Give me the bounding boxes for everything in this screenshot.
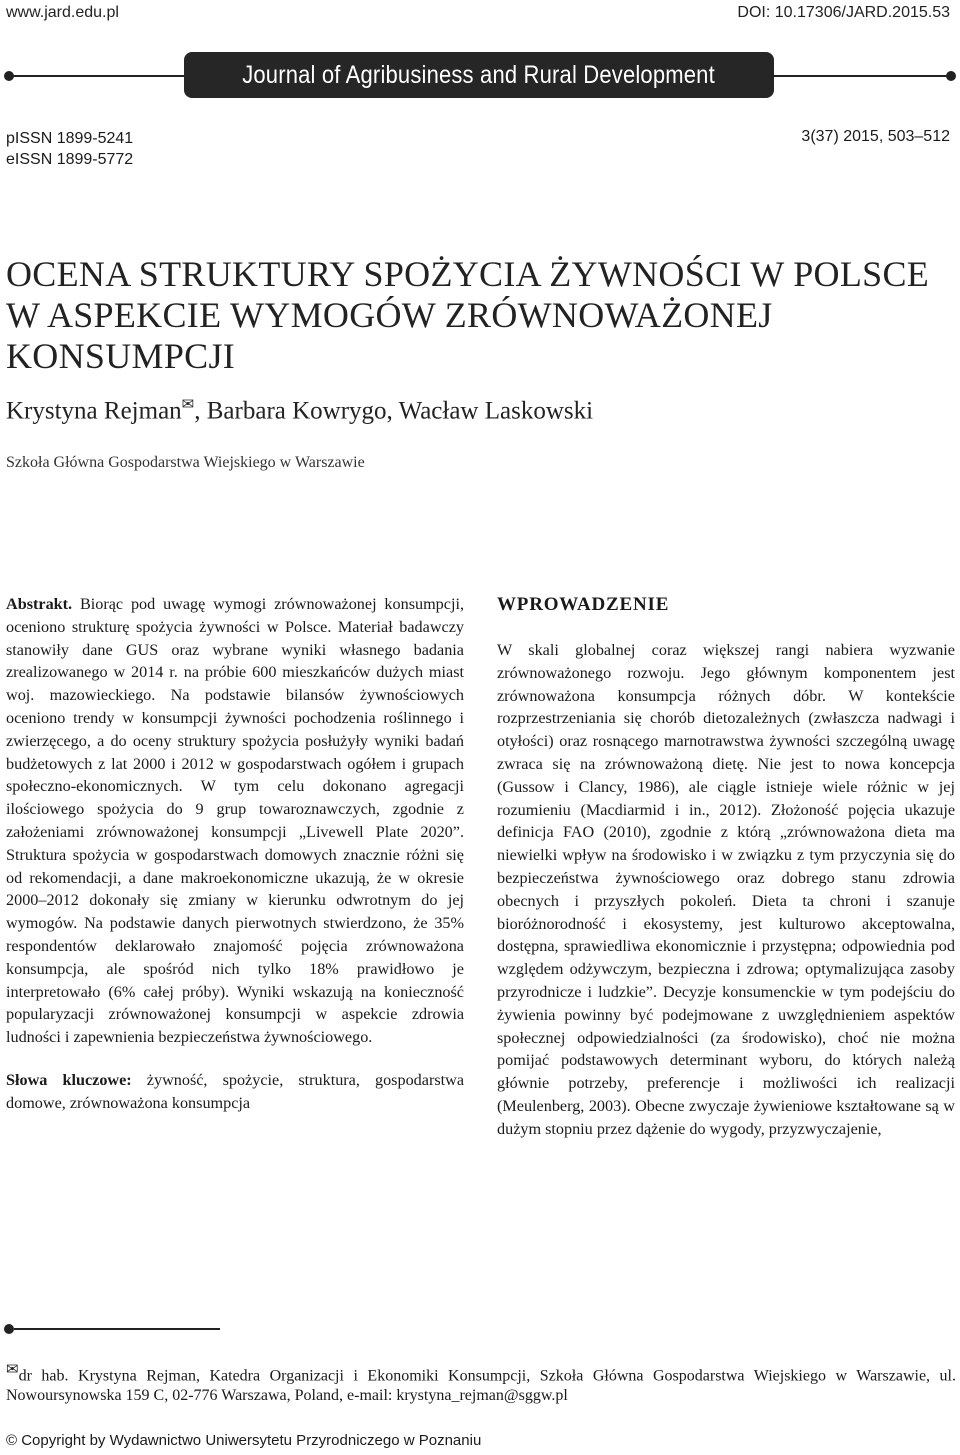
title-line-3: KONSUMPCJI — [6, 336, 236, 376]
footnote — [6, 1360, 956, 1406]
keywords-text: żywność, spożycie, struktura, gospodarstwa domowe, zrównoważona konsumpcja — [6, 1070, 465, 1112]
intro-column — [497, 593, 955, 1141]
pissn: pISSN 1899-5241 — [6, 130, 134, 147]
banner-left-rule — [10, 75, 186, 77]
abstract-text: Biorąc pod uwagę wymogi zrównoważonej konsumpcji, oceniono strukturę spożycia żywności w Polsce. Materiał badawczy stanowiły dane GUS oraz wybrane wyniki własnego badania zrealizowanego w 2014 r. na próbie 600 mieszkańców dużych miast woj. mazowieckiego. Na podstawie bilansów żywnościowych oceniono trendy w konsumpcji żywności pochodzenia roślinnego i zwierzęcego, a do oceny struktury spożycia posłużyły wyniki badań budżetowych z lat 2000 i 2012 w gospodarstwach ogółem i grupach społeczno-ekonomicznych. W tym celu dokonano agregacji ilościowego spożycia do 9 grup towaroznawczych, zgodnie z założeniami zrównoważonej konsumpcji „Livewell Plate 2020”. Struktura spożycia w gospodarstwach domowych znacznie różni się od rekomendacji, a dane makroekonomiczne ukazują, że w okresie 2000–2012 dokonały się zmiany w kierunku odwrotnym do jej wymogów. Na podstawie danych pierwotnych stwierdzono, że 35% respondentów deklarowało znajomość pojęcia zrównoważona konsumpcja, ale spośród nich tylko 18% prawidłowo je interpretowało (6% całej próby). Wyniki wskazują na konieczność popularyzacji zrównoważonej konsumpcji w aspekcie zdrowia ludności i zapewnienia bezpieczeństwa żywnościowego. — [6, 595, 464, 1047]
footnote-text: dr hab. Krystyna Rejman, Katedra Organizacji i Ekonomiki Konsumpcji, Szkoła Główna Gospodarstwa Wiejskiego w Warszawie, ul. Nowoursynowska 159 C, 02-776 Warszawa, Poland, e-mail: krystyna_rejman@sggw.pl — [6, 1367, 956, 1405]
article-title — [6, 254, 946, 377]
author-primary: Krystyna Rejman — [6, 397, 182, 425]
abstract-label: Abstrakt. — [6, 595, 73, 613]
affiliation: Szkoła Główna Gospodarstwa Wiejskiego w Warszawie — [6, 454, 365, 471]
authors-rest: , Barbara Kowrygo, Wacław Laskowski — [194, 397, 594, 425]
keywords-label: Słowa kluczowe: — [6, 1070, 132, 1089]
abstract-column — [6, 593, 464, 1115]
doi: DOI: 10.17306/JARD.2015.53 — [737, 4, 950, 21]
keywords-paragraph — [6, 1069, 464, 1115]
journal-name: Journal of Agribusiness and Rural Development — [242, 60, 716, 89]
envelope-icon[interactable]: ✉ — [181, 397, 195, 413]
title-line-2: W ASPEKCIE WYMOGÓW ZRÓWNOWAŻONEJ — [6, 295, 773, 335]
copyright: © Copyright by Wydawnictwo Uniwersytetu Przyrodniczego w Poznaniu — [6, 1432, 482, 1449]
issue-info: 3(37) 2015, 503–512 — [801, 128, 950, 145]
banner-right-rule — [772, 75, 950, 77]
abstract-paragraph — [6, 593, 464, 1049]
eissn: eISSN 1899-5772 — [6, 151, 134, 168]
envelope-icon-footnote: ✉ — [6, 1362, 19, 1378]
issn-block — [6, 128, 133, 170]
banner-right-dot — [946, 71, 956, 81]
footnote-rule — [14, 1328, 220, 1330]
intro-heading: WPROWADZENIE — [497, 594, 670, 615]
journal-banner — [184, 52, 774, 98]
journal-url[interactable]: www.jard.edu.pl — [6, 4, 119, 21]
title-line-1: OCENA STRUKTURY SPOŻYCIA ŻYWNOŚCI W POLSCE — [6, 254, 930, 294]
intro-text: W skali globalnej coraz większej rangi nabiera wyzwanie zrównoważonego rozwoju. Jego głównym komponentem jest zrównoważona konsumpcja różnych dóbr. W kontekście rozprzestrzeniania się chorób dietozależnych (zwłaszcza nadwagi i otyłości) oraz rosnącego marnotrawstwa żywności szczególną uwagę zwraca się na zrównoważoną dietę. Nie jest to nowa koncepcja (Gussow i Clancy, 1986), ale ciągle istnieje wiele różnic w jej rozumieniu (Macdiarmid i in., 2012). Złożoność pojęcia ukazuje definicja FAO (2010), zgodnie z którą „zrównoważona dieta ma niewielki wpływ na środowisko i w związku z tym przyczynia się do bezpieczeństwa żywnościowego oraz dobrego stanu zdrowia obecnych i przyszłych pokoleń. Dieta ta chroni i szanuje bioróżnorodność i ekosystemy, jest kulturowo akceptowalna, dostępna, sprawiedliwa ekonomicznie i przystępna; odpowiednia pod względem odżywczym, bezpieczna i zdrowa; optymalizująca zasoby przyrodnicze i ludzkie”. Decyzje konsumenckie w tym podejściu do żywienia powinny być podejmowane z uwzględnieniem aspektów społecznej odpowiedzialności (za środowisko), choć nie można pomijać podstawowych determinant wyboru, do których należą głównie potrzeby, preferencje i możliwości ich realizacji (Meulenberg, 2003). Obecne zwyczaje żywieniowe kształtowane są w dużym stopniu przez dążenie do wygody, przyzwyczajenie, — [497, 641, 955, 1138]
authors — [6, 395, 593, 425]
footnote-dot — [4, 1324, 14, 1334]
